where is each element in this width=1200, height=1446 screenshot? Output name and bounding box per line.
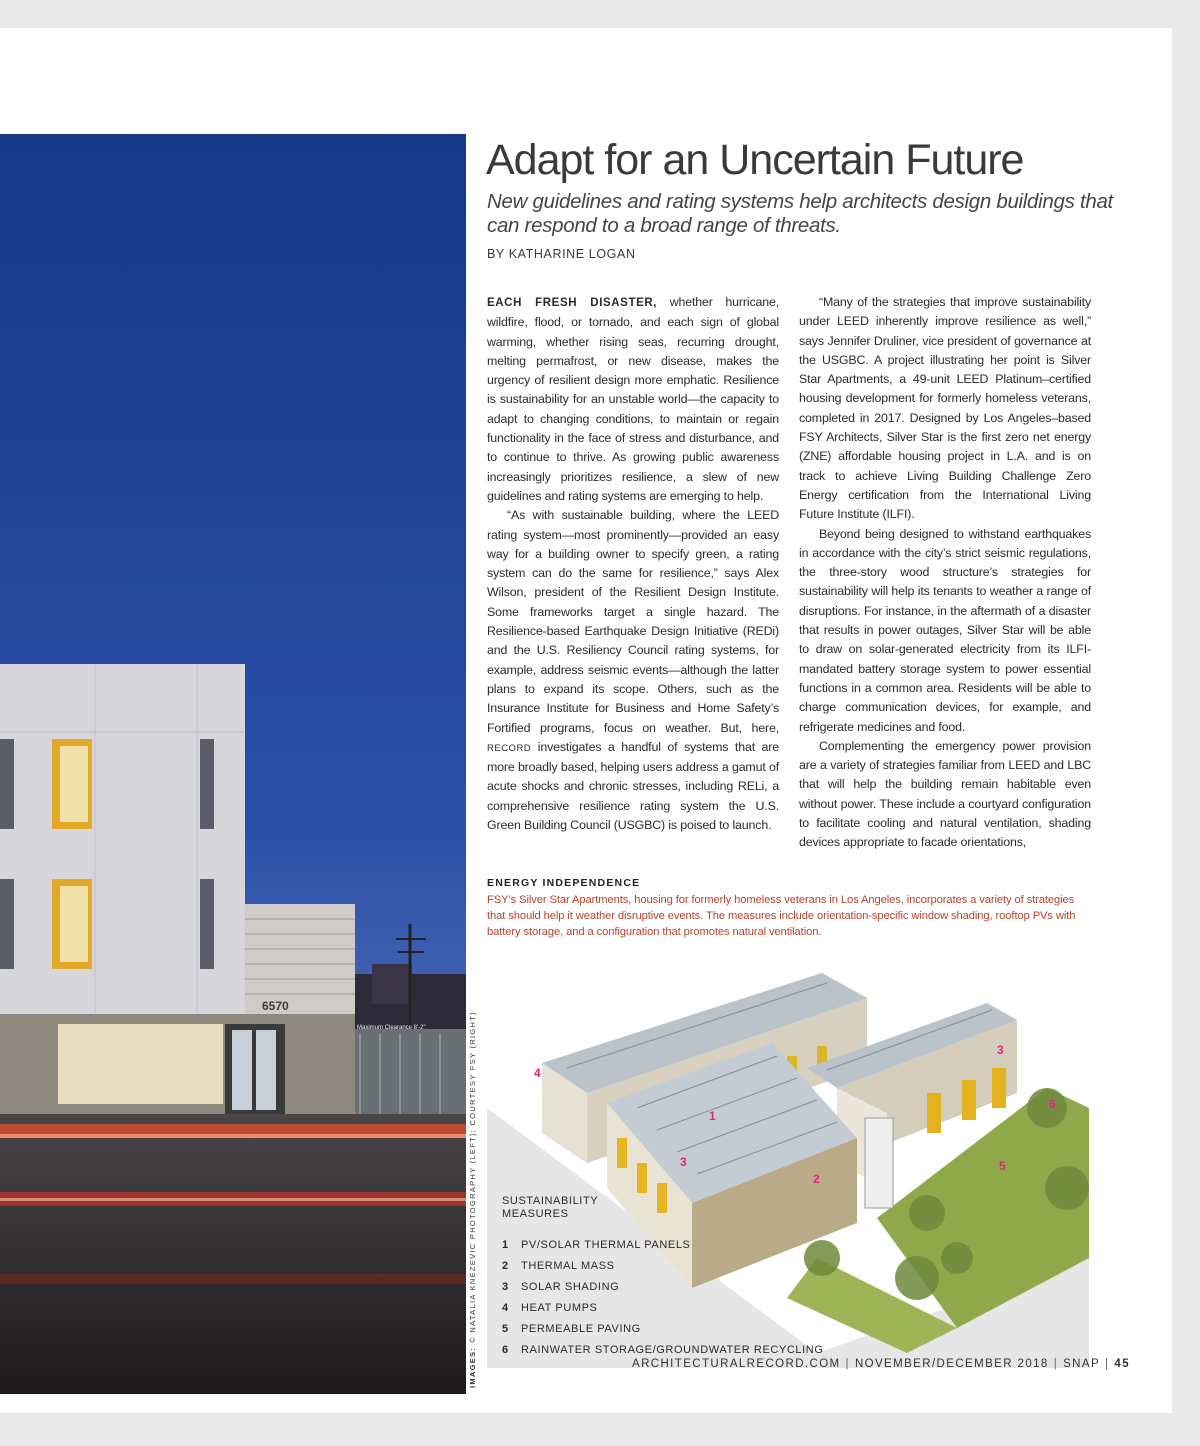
paragraph-text: “As with sustainable building, where the LEED rating system—most prominently—provided an easy way for a building owner to specify green, a rating system can do the same for resilience,” says Alex Wilson, president of the Resilient Design Institute. Some frameworks target a single hazard. The Resilience-based Earthquake Design Initiative (REDi) and the U.S. Resiliency Council rating systems, for example, address seismic events—although the latter plans to expand its scope. Others, such as the Insurance Institute for Business and Home Safety’s Fortified programs, focus on weather. But, here, xyxy=(487,508,779,735)
photo-credit xyxy=(468,1011,477,1388)
caption-text: FSY’s Silver Star Apartments, housing for formerly homeless veterans in Los Angeles, incorporates a variety of strategies that should help it weather disruptive events. The measures include orientation-specific window shading, rooftop PVs with battery storage, and a configuration that promotes natural ventilation. xyxy=(487,894,1076,938)
building-photo-illustration xyxy=(0,134,466,1394)
legend-title: SUSTAINABILITY MEASURES xyxy=(502,1195,599,1220)
paragraph: “Many of the strategies that improve sustainability under LEED inherently improve resilience as well,” says Jennifer Druliner, vice president of governance at the USGBC. A project illustrating her point is Silver Star Apartments, a 49-unit LEED Platinum–certified housing development for formerly homeless veterans, completed in 2017. Designed by Los Angeles–based FSY Architects, Silver Star is the first zero net energy (ZNE) affordable housing project in L.A. and is on track to achieve Living Building Challenge Zero Energy certification from the International Living Future Institute (ILFI). xyxy=(799,295,1091,522)
legend-label: THERMAL MASS xyxy=(521,1260,615,1272)
callout-5: 5 xyxy=(999,1159,1006,1173)
legend-item xyxy=(502,1235,824,1256)
clearance-sign: Maximum Clearance 8'-2" xyxy=(357,1025,426,1031)
article-dek: New guidelines and rating systems help architects design buildings that can respond to a broad range of threats. xyxy=(487,190,1113,237)
legend-number: 6 xyxy=(502,1344,509,1356)
legend-number: 3 xyxy=(502,1281,509,1293)
record-smallcaps: RECORD xyxy=(487,742,532,754)
caption-heading: ENERGY INDEPENDENCE xyxy=(487,877,641,889)
article-column-2 xyxy=(799,293,1091,853)
article-title: Adapt for an Uncertain Future xyxy=(486,136,1024,184)
callout-2: 2 xyxy=(813,1172,820,1186)
footer-issue: NOVEMBER/DECEMBER 2018 xyxy=(854,1358,1049,1370)
legend-label: SOLAR SHADING xyxy=(521,1281,620,1293)
legend-label: PV/SOLAR THERMAL PANELS xyxy=(521,1239,691,1251)
legend-number: 5 xyxy=(502,1323,509,1335)
legend-item xyxy=(502,1256,824,1277)
paragraph-text: whether hurricane, wildfire, flood, or tornado, and each sign of global warming, whether rising seas, recurring drought, melting permafrost, or new disease, makes the urgency of resilient design more emphatic. Resilience is sustainability for an unstable world—the capacity to adapt to changing conditions, to maintain or regain functionality in the face of stress and disturbance, and to continue to thrive. As growing public awareness increasingly prioritizes resilience, a slew of new guidelines and rating systems are emerging to help. xyxy=(487,295,780,503)
callout-3b: 3 xyxy=(997,1043,1004,1057)
legend-item xyxy=(502,1319,824,1340)
paragraph: Complementing the emergency power provision are a variety of strategies familiar from LEED and LBC that will help the building remain habitable even without power. These include a courtyard configuration to facilitate cooling and natural ventilation, shading devices appropriate to facade orientations, xyxy=(799,738,1091,850)
legend-item xyxy=(502,1277,824,1298)
paragraph: Beyond being designed to withstand earthquakes in accordance with the city’s strict seismic regulations, the three-story wood structure’s strategies for sustainability will help its tenants to weather a range of disruptions. For instance, in the aftermath of a disaster that results in power outages, Silver Star will be able to draw on solar-generated electricity from its ILFI-mandated battery storage system to power essential functions in a common area. Residents will be able to charge communication devices, for example, and refrigerate medicines and food. xyxy=(799,526,1091,734)
lead-in: EACH FRESH DISASTER, xyxy=(487,297,658,309)
paragraph xyxy=(487,293,779,506)
legend-number: 4 xyxy=(502,1302,509,1314)
article-byline: BY KATHARINE LOGAN xyxy=(487,247,636,261)
legend-label: HEAT PUMPS xyxy=(521,1302,598,1314)
photo-credit-text: © NATALIA KNEZEVIC PHOTOGRAPHY (LEFT); COURTESY FSY (RIGHT) xyxy=(468,1011,477,1343)
callout-4: 4 xyxy=(534,1066,541,1080)
photo-credit-label: IMAGES: xyxy=(468,1346,477,1388)
paragraph-text: investigates a handful of systems that are more broadly based, helping users address a gamut of acute shocks and chronic stresses, including RELi, a comprehensive resilience rating system the U.S. Green Building Council (USGBC) is poised to launch. xyxy=(487,739,779,833)
legend-number: 2 xyxy=(502,1260,509,1272)
footer-section: SNAP xyxy=(1063,1358,1101,1370)
magazine-page xyxy=(0,28,1172,1413)
paragraph xyxy=(487,506,779,835)
callout-3a: 3 xyxy=(680,1155,687,1169)
page-footer: ARCHITECTURALRECORD.COM | NOVEMBER/DECEMBER 2018 | SNAP | 45 xyxy=(632,1358,1130,1370)
legend-item xyxy=(502,1298,824,1319)
legend-number: 1 xyxy=(502,1239,509,1251)
legend-label: PERMEABLE PAVING xyxy=(521,1323,641,1335)
callout-6: 6 xyxy=(1049,1097,1056,1111)
legend-label: RAINWATER STORAGE/GROUNDWATER RECYCLING xyxy=(521,1344,824,1356)
footer-site: ARCHITECTURALRECORD.COM xyxy=(632,1358,841,1370)
page-number: 45 xyxy=(1114,1358,1130,1370)
callout-1: 1 xyxy=(709,1109,716,1123)
sustainability-legend xyxy=(502,1195,824,1361)
building-photo xyxy=(0,134,466,1394)
article-column-1 xyxy=(487,293,779,835)
address-number: 6570 xyxy=(262,999,289,1013)
